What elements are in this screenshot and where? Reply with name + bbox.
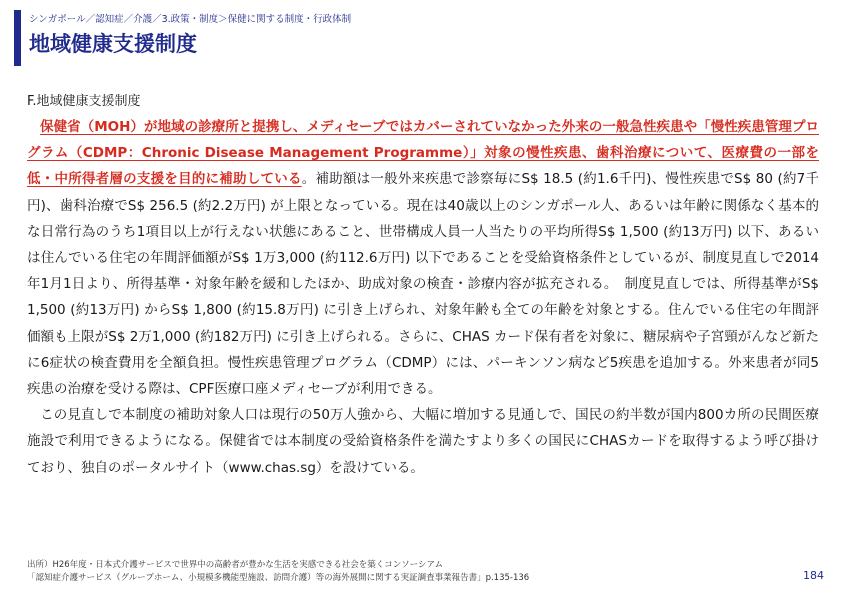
paragraph-1-text: 。補助額は一般外来疾患で診察毎にS$ 18.5 (約1.6千円)、慢性疾患でS$ 80 (約7千円)、歯科治療でS$ 256.5 (約2.2万円) が上限となっている。現在は40歳以上のシンガポール人、あるいは年齢に関係なく基本的な日常行為のうち1項目以上が行えない状態にあること、世帯構成人員一人当たりの平均所得S$ 1,500 (約13万円) 以下、あるいは住んでいる住宅の年間評価額がS$ 1万3,000 (約112.6万円) 以下であることを受給資格条件としているが、制度見直しで2014年1月1日より、所得基準・対象年齢を緩和したほか、助成対象の検査・診療内容が拡充される。 制度見直しでは、所得基準がS$ 1,500 (約13万円) からS$ 1,800 (約15.8万円) に引き上げられ、対象年齢も全ての年齢を対象とする。住んでいる住宅の年間評価額も上限がS$ 2万1,000 (約182万円) に引き上げられる。さらに、CHAS カード保有者を対象に、糖尿病や子宮頸がんなど新たに6症状の検査費用を全額負担。慢性疾患管理プログラム（CDMP）には、パーキンソン病など5疾患を追加する。外来患者が同5 疾患の治療を受ける際は、CPF医療口座メディセーブが利用できる。 xyxy=(27,171,820,398)
paragraph-1 xyxy=(27,114,819,402)
source-citation xyxy=(27,559,529,585)
header-accent-bar xyxy=(14,10,21,66)
source-line-2: 「認知症介護サービス（グループホーム、小規模多機能型施設、訪問介護）等の海外展開に関する実証調査事業報告書」p.135-136 xyxy=(27,573,530,583)
paragraph-2 xyxy=(27,402,819,481)
main-content xyxy=(27,92,819,481)
source-line-1: 出所）H26年度・日本式介護サービスで世界中の高齢者が豊かな生活を実感できる社会を築くコンソーシアム xyxy=(27,560,443,570)
paragraph-2-text: この見直しで本制度の補助対象人口は現行の50万人強から、大幅に増加する見通しで、国民の約半数が国内800カ所の民間医療施設で利用できるようになる。保健省では本制度の受給資格条件を満たすより多くの国民にCHASカードを取得するよう呼び掛けており、独自のポータルサイト（www.chas.sg）を設けている。 xyxy=(27,407,819,476)
breadcrumb: シンガポール／認知症／介護／3.政策・制度＞保健に関する制度・行政体制 xyxy=(29,14,352,25)
highlighted-text: 保健省（MOH）が地域の診療所と提携し、メディセーブではカバーされていなかった外来の一般急性疾患や「慢性疾患管理プログラム（CDMP：Chronic Disease Management Programme）」対象の慢性疾患、歯科治療について、医療費の一部を低・中所得者層の支援を目的に補助している xyxy=(27,119,819,188)
section-heading: F.地域健康支援制度 xyxy=(27,94,141,109)
page-title: 地域健康支援制度 xyxy=(29,32,197,56)
page-number: 184 xyxy=(803,569,824,582)
